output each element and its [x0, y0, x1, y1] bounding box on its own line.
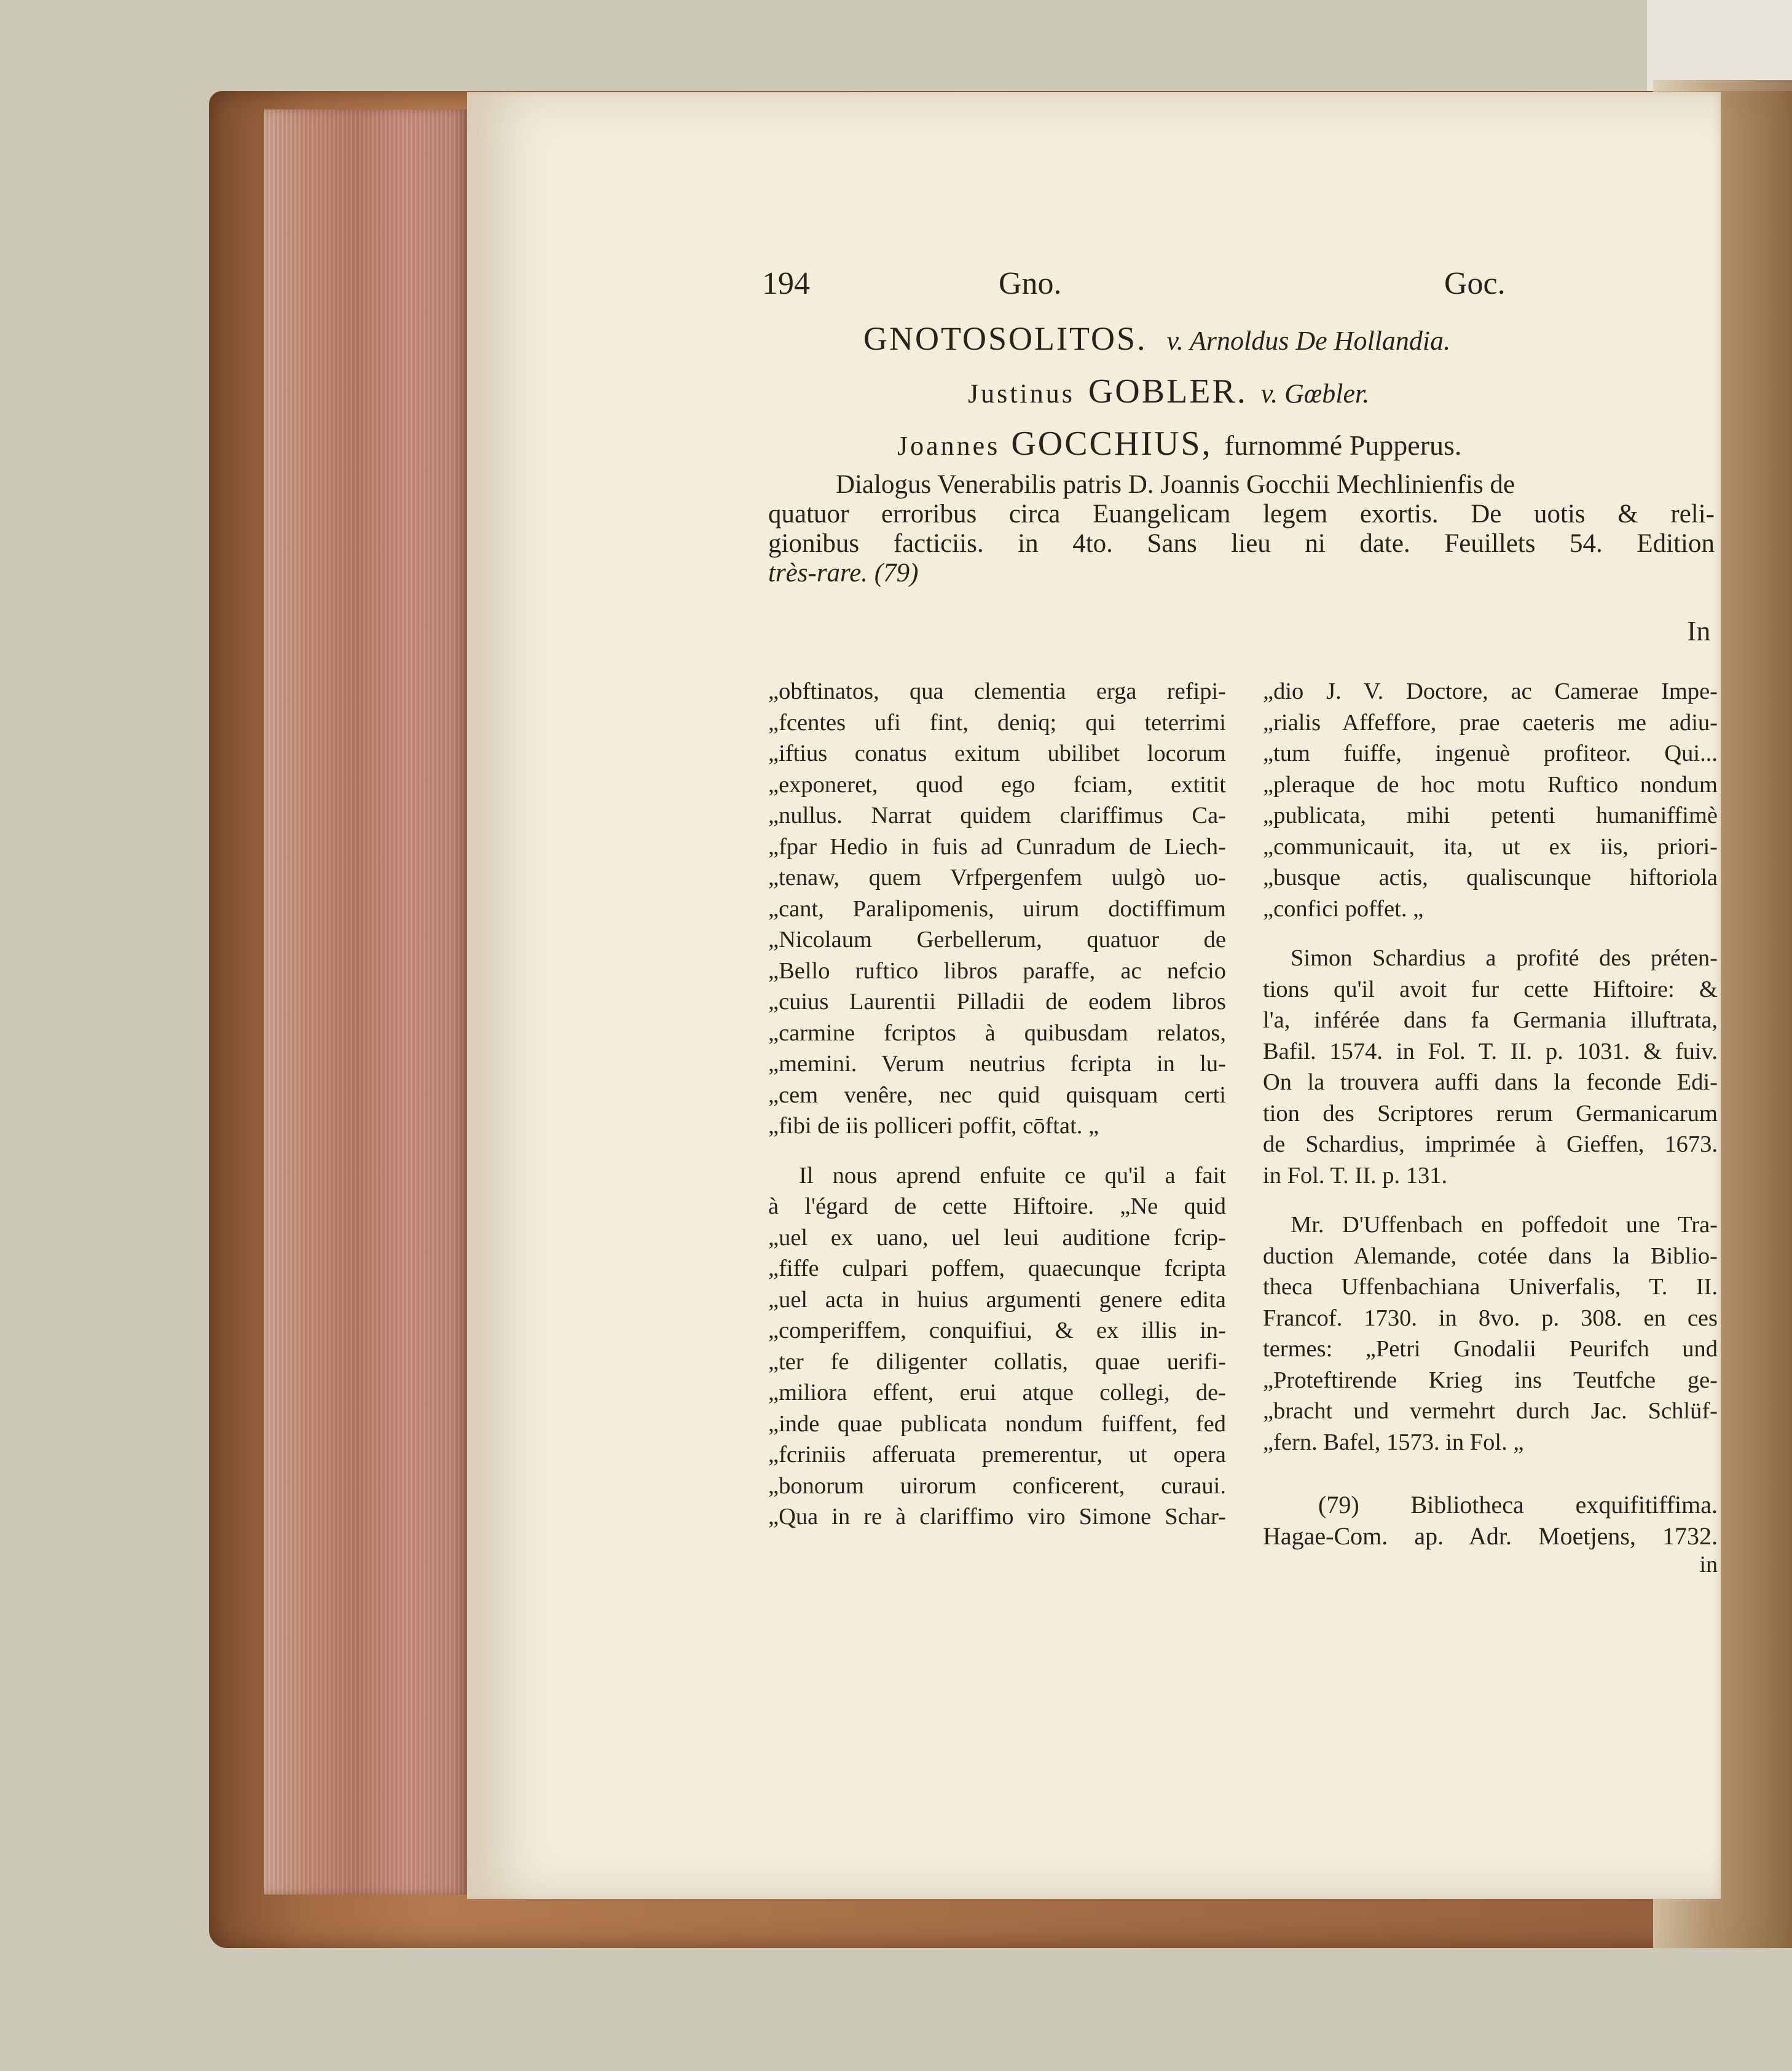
description-line: gionibus facticiis. in 4to. Sans lieu ni date. Feuillets 54. Edition [768, 529, 1715, 558]
right-paragraph-3 [1263, 1209, 1718, 1458]
text-line: „pleraque de hoc motu Ruftico nondum [1263, 771, 1718, 798]
entry-first: Joannes [897, 431, 1000, 461]
footnote-line: Hagae-Com. ap. Adr. Moetjens, 1732. [1263, 1522, 1718, 1550]
description-line: quatuor erroribus circa Euangelicam legem exortis. De uotis & reli- [768, 500, 1715, 529]
page-edges [264, 109, 467, 1895]
entry-ref: v. Gœbler. [1260, 379, 1370, 409]
catchword-bottom: in [1699, 1552, 1718, 1578]
header-right: Goc. [1444, 266, 1506, 301]
right-paragraph-1 [1263, 676, 1718, 924]
entry-surname: GOBLER. [1088, 372, 1248, 411]
entry-gobler [968, 372, 1369, 411]
text-line: „bonorum uirorum conficerent, curaui. [768, 1472, 1226, 1499]
text-line: tions qu'il avoit fur cette Hiftoire: & [1263, 976, 1718, 1002]
text-line: „fcriniis afferuata premerentur, ut opera [768, 1442, 1226, 1468]
text-line: „Nicolaum Gerbellerum, quatuor de [768, 927, 1226, 953]
text-line: „tenaw, quem Vrfpergenfem uulgò uo- [768, 865, 1226, 890]
text-line: „confici poffet. „ [1263, 895, 1424, 922]
text-line: tion des Scriptores rerum Germanicarum [1263, 1100, 1718, 1126]
footnote-line: (79) Bibliotheca exquifitiffima. [1318, 1491, 1718, 1519]
text-line: termes: „Petri Gnodalii Peurifch und [1263, 1336, 1718, 1362]
header-left: Gno. [999, 266, 1062, 301]
text-line: „tum fuiffe, ingenuè profiteor. Qui... [1263, 741, 1718, 766]
text-line: „fiffe culpari poffem, quaecunque fcripta [768, 1256, 1226, 1281]
text-line: „ter fe diligenter collatis, quae uerifi- [768, 1348, 1226, 1375]
text-line: „bracht und vermehrt durch Jac. Schlüf- [1263, 1398, 1718, 1424]
page-number: 194 [762, 266, 810, 301]
text-line: „publicata, mihi petenti humaniffimè [1263, 803, 1718, 828]
background [1647, 0, 1792, 92]
text-line: „Proteftirende Krieg ins Teutfche ge- [1263, 1367, 1718, 1393]
text-line: „busque actis, qualiscunque hiftoriola [1263, 865, 1718, 890]
text-line: „fcentes ufi fint, deniq; qui teterrimi [768, 709, 1226, 736]
entry-ref: v. Arnoldus De Hollandia. [1166, 326, 1451, 356]
text-line: „comperiffem, conquifiui, & ex illis in- [768, 1318, 1226, 1343]
text-line: „cuius Laurentii Pilladii de eodem libros [768, 989, 1226, 1015]
text-line: Mr. D'Uffenbach en poffedoit une Tra- [1291, 1212, 1718, 1238]
entry-description [768, 470, 1715, 588]
entry-gnotosolitos [863, 320, 1450, 358]
text-line: „memini. Verum neutrius fcripta in lu- [768, 1051, 1226, 1077]
entry-gocchius [897, 424, 1461, 463]
left-column [768, 676, 1226, 1533]
text-line: „fpar Hedio in fuis ad Cunradum de Liech- [768, 833, 1226, 860]
text-line: „cem venêre, nec quid quisquam certi [768, 1082, 1226, 1108]
text-line: Il nous aprend enfuite ce qu'il a fait [799, 1162, 1226, 1189]
text-line: „communicauit, ita, ut ex iis, priori- [1263, 833, 1718, 860]
description-line: très-rare. (79) [768, 559, 919, 588]
text-line: „nullus. Narrat quidem clariffimus Ca- [768, 803, 1226, 828]
text-line: theca Uffenbachiana Univerfalis, T. II. [1263, 1274, 1718, 1300]
text-line: Simon Schardius a profité des préten- [1291, 945, 1718, 971]
text-line: „cant, Paralipomenis, uirum doctiffimum [768, 895, 1226, 922]
text-line: „fern. Bafel, 1573. in Fol. „ [1263, 1429, 1524, 1455]
entry-name: GNOTOSOLITOS. [863, 320, 1147, 357]
left-paragraph-2 [768, 1160, 1226, 1533]
catchword-top: In [1687, 615, 1711, 646]
text-line: „rialis Affeffore, prae caeteris me adiu- [1263, 709, 1718, 736]
text-line: Francof. 1730. in 8vo. p. 308. en ces [1263, 1305, 1718, 1331]
text-line: „iftius conatus exitum ubilibet locorum [768, 741, 1226, 766]
entry-note: furnommé Pupperus. [1224, 430, 1462, 461]
description-line: Dialogus Venerabilis patris D. Joannis Gocchii Mechlinienfis de [836, 470, 1515, 499]
text-line: „carmine fcriptos à quibusdam relatos, [768, 1020, 1226, 1046]
text-line: „Bello ruftico libros paraffe, ac nefcio [768, 957, 1226, 984]
right-column [1263, 676, 1718, 1578]
text-line: On la trouvera auffi dans la feconde Edi- [1263, 1069, 1718, 1095]
entry-surname: GOCCHIUS, [1011, 425, 1212, 463]
text-line: „obftinatos, qua clementia erga refipi- [768, 678, 1226, 704]
text-line: „fibi de iis polliceri poffit, cōftat. „ [768, 1113, 1099, 1139]
text-line: à l'égard de cette Hiftoire. „Ne quid [768, 1193, 1226, 1219]
entry-first: Justinus [968, 379, 1075, 409]
text-line: „uel ex uano, uel leui auditione fcrip- [768, 1224, 1226, 1251]
footnote [1263, 1490, 1718, 1552]
text-line: in Fol. T. II. p. 131. [1263, 1162, 1448, 1189]
text-line: „miliora effent, erui atque collegi, de- [768, 1380, 1226, 1405]
text-line: de Schardius, imprimée à Gieffen, 1673. [1263, 1131, 1718, 1157]
text-line: „Qua in re à clariffimo viro Simone Schar- [768, 1504, 1226, 1530]
text-line: Bafil. 1574. in Fol. T. II. p. 1031. & fuiv. [1263, 1038, 1718, 1064]
right-paragraph-2 [1263, 943, 1718, 1191]
left-paragraph-1 [768, 676, 1226, 1142]
text-line: „exponeret, quod ego fciam, extitit [768, 771, 1226, 798]
text-line: „uel acta in huius argumenti genere edita [768, 1286, 1226, 1313]
text-line: „dio J. V. Doctore, ac Camerae Impe- [1263, 678, 1718, 704]
text-line: duction Alemande, cotée dans la Biblio- [1263, 1243, 1718, 1269]
text-line: l'a, inférée dans fa Germania illuftrata, [1263, 1007, 1718, 1033]
text-line: „inde quae publicata nondum fuiffent, fed [768, 1410, 1226, 1437]
